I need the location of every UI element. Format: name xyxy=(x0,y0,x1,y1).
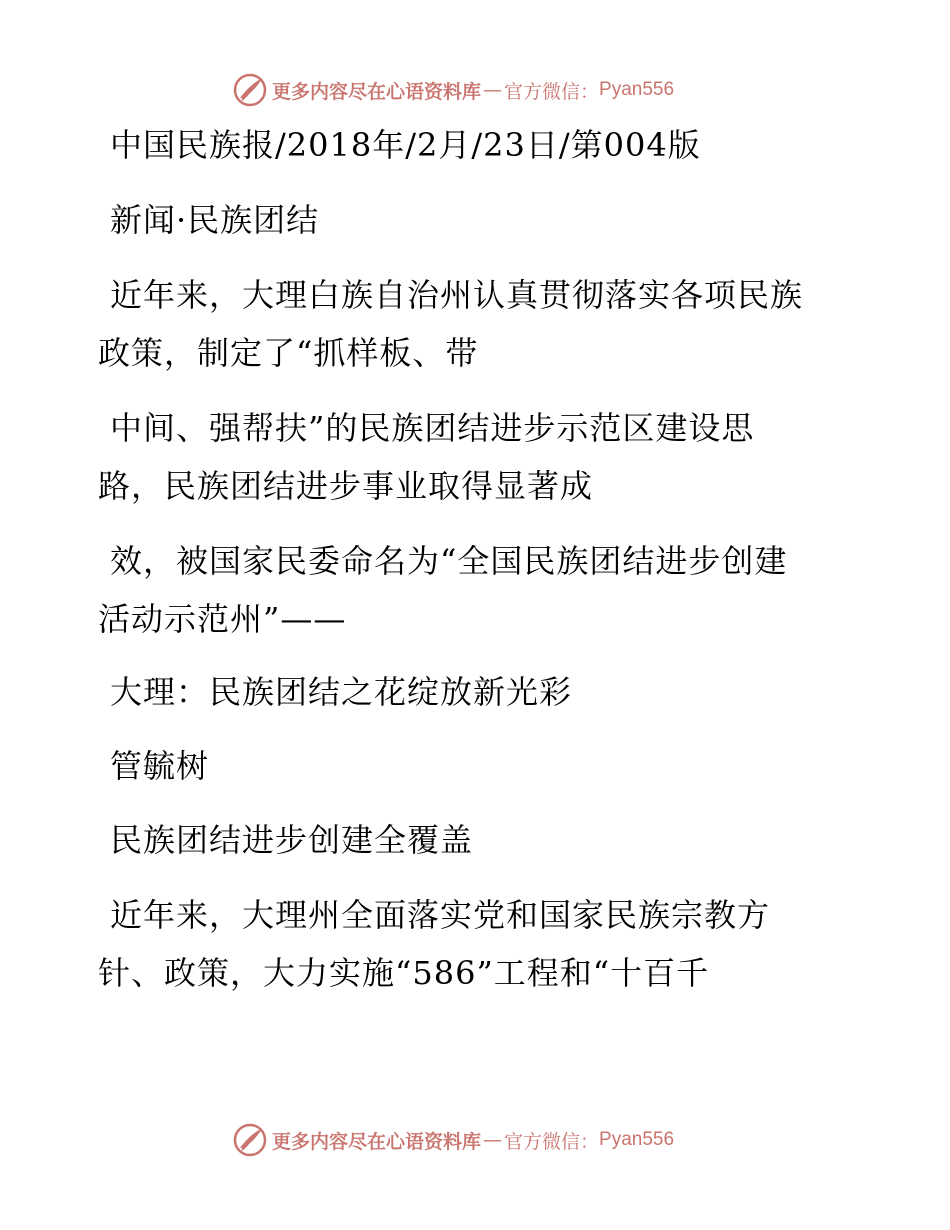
subheading: 民族团结进步创建全覆盖 xyxy=(110,821,474,859)
author-name: 管毓树 xyxy=(110,747,210,785)
watermark-dash: — xyxy=(483,79,503,101)
lead-paragraph-line: 近年来，大理白族自治州认真贯彻落实各项民族 xyxy=(110,276,804,314)
section-label: 新闻·民族团结 xyxy=(110,201,320,239)
lead-paragraph-line: 政策，制定了“抓样板、带 xyxy=(98,334,479,372)
lead-paragraph-line: 效，被国家民委命名为“全国民族团结进步创建 xyxy=(110,542,788,580)
article-title: 大理：民族团结之花绽放新光彩 xyxy=(110,673,573,711)
watermark-wechat-label: 官方微信： xyxy=(504,80,600,103)
watermark-header xyxy=(232,70,674,110)
body-paragraph-line: 针、政策，大力实施“586”工程和“十百千 xyxy=(98,954,710,992)
lead-paragraph-line: 活动示范州”—— xyxy=(98,600,347,638)
quill-pen-logo-icon xyxy=(232,1122,268,1158)
lead-paragraph-line: 路，民族团结进步事业取得显著成 xyxy=(98,467,594,505)
body-paragraph-line: 近年来，大理州全面落实党和国家民族宗教方 xyxy=(110,896,771,934)
watermark-wechat-id: Pyan556 xyxy=(599,79,675,100)
watermark-wechat-id: Pyan556 xyxy=(599,1129,675,1150)
watermark-site-name: 更多内容尽在心语资料库 xyxy=(272,1130,482,1153)
quill-pen-logo-icon xyxy=(232,72,268,108)
watermark-footer xyxy=(232,1120,674,1160)
watermark-site-name: 更多内容尽在心语资料库 xyxy=(272,80,482,103)
watermark-dash: — xyxy=(483,1129,503,1151)
watermark-wechat-label: 官方微信： xyxy=(504,1130,600,1153)
source-line: 中国民族报/2018年/2月/23日/第004版 xyxy=(110,126,701,164)
lead-paragraph-line: 中间、强帮扶”的民族团结进步示范区建设思 xyxy=(110,409,755,447)
